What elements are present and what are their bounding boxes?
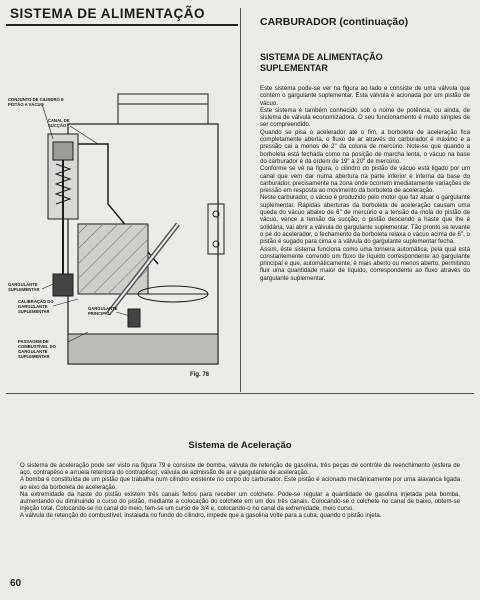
right-page-header: CARBURADOR (continuação) bbox=[260, 16, 409, 28]
carburetor-diagram bbox=[8, 84, 234, 384]
section-divider bbox=[6, 393, 474, 394]
paragraph: Na extremidade da haste do pistão existem três canais feitos para receber um colchete. Pode-se regular a quantidade de gasolina injetada pela bomba, aumentando ou diminuindo o curso do pistão, mediante a colocação do colchete em um dos três canais. Colocando-se o colchete no canal de baixo, obtem-se injeção total. Colocando-se no canal do meio, tem-se um curso de 3/4 e, colocando-o no canal da extremidade, meio curso. bbox=[20, 490, 460, 513]
label-calibration: CALIBRAÇÃO DO GARGULANTE SUPLEMENTAR bbox=[18, 299, 54, 314]
column-divider bbox=[240, 8, 241, 392]
paragraph: Conforme se vê na figura, o cilindro do pistão de vácuo está ligado por um canal que vem dar numa abertura na parte inferior e interna da base do carburador, precisamente na zona onde ocorrem imediatamente variações de pressão em resposta ao movimento da borboleta de aceleração. bbox=[260, 165, 470, 195]
paragraph: Neste carburador, o vácuo é produzido pelo motor que faz atuar o gargulante suplementar. Rápidas aberturas da borboleta de aceleração causam uma queda do vácuo abaixo de 6" de mercúrio e a tensão da mola do pistão de vácuo, vence a tensão da sucção; o pistão descendo a haste que lhe é solidária, vai abrir a válvula do gargulante suplementar. Tão pronto se levante o pé do acelerador, o fechamento da borboleta relaxa o vácuo acima de 6", o pistão é sugado para cima e a válvula do gargulante suplementar fecha. bbox=[260, 194, 470, 246]
section-title bbox=[260, 52, 460, 74]
label-main-jet: GARGULANTE PRINCIPAL bbox=[88, 306, 118, 316]
bottom-text bbox=[20, 462, 460, 520]
carburetor-base bbox=[68, 334, 218, 364]
label-cylinder: CONJUNTO DE CILINDRO E PISTÃO A VÁCUO bbox=[8, 97, 64, 107]
paragraph: Assim, êste sistema funciona como uma torneira automática, pela qual está constantemente correndo um fluxo de líquido correspondente ao gargulante principal e que, automàticamente, é mais aberto ou menos aberto, permitindo fluir uma quantidade maior de líquido, correspondente ao fluxo através do gargulante suplementar. bbox=[260, 245, 470, 282]
bottom-section-title: Sistema de Aceleração bbox=[188, 440, 292, 451]
label-passage: PASSAGEM DE COMBUSTÍVEL DO GARGULANTE SUPLEMENTAR bbox=[18, 339, 56, 359]
paragraph: Quando se pisa o acelerador até o fim, a borboleta de aceleração fica completamente aberta, o fluxo de ar através do carburador é máximo e a pressão cai a menos de 2" da coluna de mercúrio. Note-se que quando a borboleta está fechada como na posição de marcha lenta, o vácuo na base do carburador é da ordem de 19" a 20" de mercúrio. bbox=[260, 128, 470, 165]
paragraph: A bomba é constituída de um pistão que trabalha num cilindro existente no corpo do carburador. Este pistão é acionado mecânicamente por uma alavanca ligada ao eixo da borboleta de aceleração. bbox=[20, 476, 460, 491]
paragraph: Este sistema pode-se ver na figura ao lado e consiste de uma válvula que contém o gargulante suplementar. Esta válvula é acionada por um pistão de vácuo. bbox=[260, 85, 470, 107]
figure-caption: Fig. 78 bbox=[190, 372, 210, 378]
paragraph: Este sistema é também conhecido sob o nome de potência, ou ainda, de sistema de válvula economizadora. O seu funcionamento é muito simples de ser compreendido. bbox=[260, 106, 470, 129]
section-title-line2: SUPLEMENTAR bbox=[260, 63, 328, 73]
right-column-text bbox=[260, 85, 470, 282]
left-page-header: SISTEMA DE ALIMENTAÇÃO bbox=[10, 6, 205, 21]
supplementary-jet bbox=[53, 274, 73, 296]
vacuum-piston bbox=[53, 142, 73, 160]
air-horn bbox=[118, 94, 208, 124]
paragraph: A válvula de retenção do combustível, instalada no fundo do cilindro, impede que a gasolina volte para a cuba, quando o pistão injeta. bbox=[20, 512, 382, 520]
label-suction-channel: CANAL DE SUCÇÃO bbox=[48, 118, 70, 128]
main-jet bbox=[128, 309, 140, 327]
section-title-line1: SISTEMA DE ALIMENTAÇÃO bbox=[260, 52, 383, 62]
page-number: 60 bbox=[10, 578, 22, 589]
header-rule bbox=[6, 24, 238, 26]
label-supplementary-jet: GARGULANTE SUPLEMENTAR bbox=[8, 282, 40, 292]
paragraph: O sistema de aceleração pode ser visto na figura 79 e consiste de bomba, válvula de retenção de gasolina, três peças de contrôle de reenchimento (esfera de aço, contrapêso e arruela retentora do contrapêso), válvula de admissão de ar e gargulante de aceleração. bbox=[20, 462, 460, 477]
